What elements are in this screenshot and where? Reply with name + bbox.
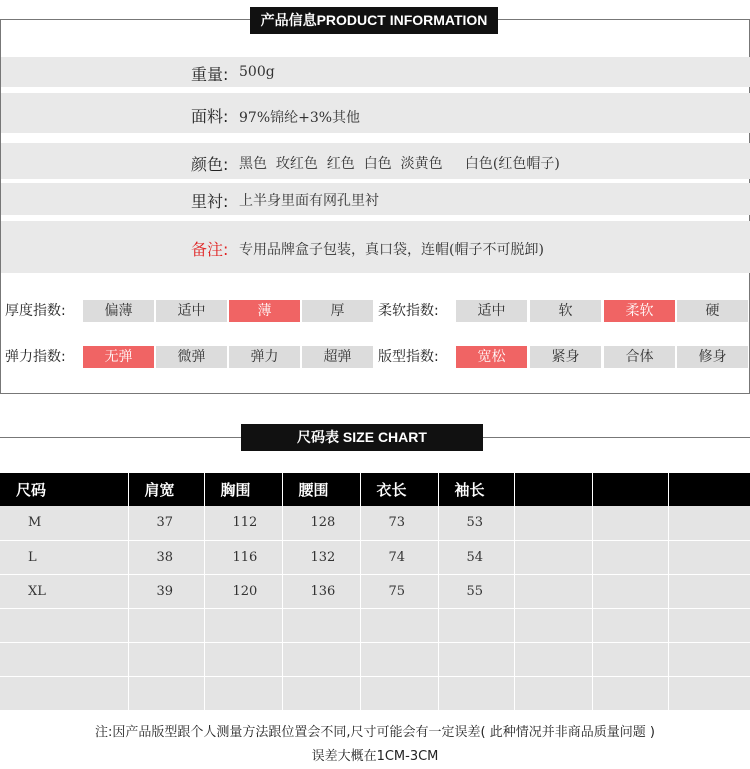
- remark-value: 专用品牌盒子包装，真口袋，连帽(帽子不可脱卸): [239, 242, 544, 258]
- table-row: [0, 608, 750, 642]
- color-label: 颜色:: [191, 155, 229, 174]
- table-cell: [438, 676, 514, 710]
- table-cell: [514, 608, 592, 642]
- header-cell: 衣长: [360, 473, 438, 506]
- size-chart-title: 尺码表 SIZE CHART: [241, 424, 483, 451]
- table-cell: [128, 642, 204, 676]
- table-cell: [0, 676, 128, 710]
- table-cell: 75: [360, 574, 438, 608]
- table-cell: [592, 540, 668, 574]
- table-cell: [514, 540, 592, 574]
- table-cell: [204, 676, 282, 710]
- table-cell: [592, 506, 668, 540]
- table-cell: 39: [128, 574, 204, 608]
- lining-value: 上半身里面有网孔里衬: [239, 193, 379, 209]
- table-cell: [282, 676, 360, 710]
- table-cell: [592, 676, 668, 710]
- thickness-option: 偏薄: [83, 300, 154, 322]
- table-cell: [0, 608, 128, 642]
- rating-row-thickness-softness: [1, 300, 750, 322]
- thickness-option-selected: 薄: [229, 300, 300, 322]
- thickness-label: 厚度指数:: [5, 303, 66, 319]
- info-row-color: [1, 143, 750, 179]
- header-cell: 腰围: [282, 473, 360, 506]
- softness-option: 适中: [456, 300, 527, 322]
- info-row-weight: [1, 57, 750, 87]
- size-table-header: [0, 473, 750, 506]
- table-cell: 112: [204, 506, 282, 540]
- thickness-option: 厚: [302, 300, 373, 322]
- size-note-error-range: 误差大概在1CM-3CM: [311, 749, 439, 764]
- elasticity-option: 微弹: [156, 346, 227, 368]
- table-row: [0, 574, 750, 608]
- table-cell: [360, 676, 438, 710]
- table-cell: [514, 506, 592, 540]
- weight-label: 重量:: [191, 65, 229, 84]
- table-cell: [592, 574, 668, 608]
- size-note: 注:因产品版型跟个人测量方法跟位置会不同,尺寸可能会有一定误差( 此种情况并非商品质量问题 ): [95, 725, 655, 740]
- table-cell: 53: [438, 506, 514, 540]
- table-cell: [514, 642, 592, 676]
- table-cell: 132: [282, 540, 360, 574]
- fit-option: 紧身: [530, 346, 601, 368]
- fit-option: 合体: [604, 346, 675, 368]
- table-cell: 37: [128, 506, 204, 540]
- table-cell: [0, 642, 128, 676]
- fit-label: 版型指数:: [378, 349, 439, 365]
- table-cell: [514, 676, 592, 710]
- table-row: [0, 540, 750, 574]
- table-cell: [668, 540, 750, 574]
- header-cell: [668, 473, 750, 506]
- table-cell: 74: [360, 540, 438, 574]
- header-cell: [514, 473, 592, 506]
- softness-label: 柔软指数:: [378, 303, 439, 319]
- elasticity-option-selected: 无弹: [83, 346, 154, 368]
- elasticity-option: 弹力: [229, 346, 300, 368]
- table-cell: 120: [204, 574, 282, 608]
- remark-label: 备注:: [191, 240, 229, 259]
- table-cell: [282, 608, 360, 642]
- header-cell: 袖长: [438, 473, 514, 506]
- table-row: [0, 642, 750, 676]
- table-cell: [668, 608, 750, 642]
- thickness-option: 适中: [156, 300, 227, 322]
- fit-option: 修身: [677, 346, 748, 368]
- table-cell: [668, 506, 750, 540]
- table-cell: L: [0, 540, 128, 574]
- table-cell: [668, 676, 750, 710]
- table-cell: [128, 676, 204, 710]
- rating-row-elasticity-fit: [1, 346, 750, 368]
- table-cell: [514, 574, 592, 608]
- softness-option: 硬: [677, 300, 748, 322]
- size-table: [0, 473, 750, 711]
- fabric-label: 面料:: [191, 107, 229, 126]
- header-cell: 尺码: [0, 473, 128, 506]
- table-cell: XL: [0, 574, 128, 608]
- info-row-remark: [1, 221, 750, 273]
- table-row: [0, 506, 750, 540]
- softness-option: 软: [530, 300, 601, 322]
- table-cell: [438, 608, 514, 642]
- header-cell: 胸围: [204, 473, 282, 506]
- table-cell: [360, 642, 438, 676]
- table-cell: 128: [282, 506, 360, 540]
- color-value: 黑色 玫红色 红色 白色 淡黄色 白色(红色帽子): [239, 156, 560, 172]
- table-cell: 73: [360, 506, 438, 540]
- table-cell: 38: [128, 540, 204, 574]
- elasticity-option: 超弹: [302, 346, 373, 368]
- fit-option-selected: 宽松: [456, 346, 527, 368]
- fabric-value: 97%锦纶+3%其他: [239, 110, 361, 126]
- table-cell: 116: [204, 540, 282, 574]
- header-cell: 肩宽: [128, 473, 204, 506]
- table-cell: M: [0, 506, 128, 540]
- header-cell: [592, 473, 668, 506]
- table-cell: [360, 608, 438, 642]
- table-cell: [592, 642, 668, 676]
- table-row: [0, 676, 750, 710]
- info-row-lining: [1, 183, 750, 215]
- product-info-title: 产品信息PRODUCT INFORMATION: [250, 7, 498, 34]
- size-chart-panel: [0, 429, 750, 709]
- table-cell: [204, 608, 282, 642]
- table-cell: 54: [438, 540, 514, 574]
- table-cell: [282, 642, 360, 676]
- table-cell: [128, 608, 204, 642]
- weight-value: 500g: [239, 64, 275, 80]
- table-cell: [204, 642, 282, 676]
- lining-label: 里衬:: [191, 192, 229, 211]
- table-cell: [668, 574, 750, 608]
- info-row-fabric: [1, 93, 750, 133]
- elasticity-label: 弹力指数:: [5, 349, 66, 365]
- table-cell: [668, 642, 750, 676]
- table-cell: 136: [282, 574, 360, 608]
- product-info-panel: [0, 19, 750, 394]
- table-cell: 55: [438, 574, 514, 608]
- table-cell: [438, 642, 514, 676]
- softness-option-selected: 柔软: [604, 300, 675, 322]
- table-cell: [592, 608, 668, 642]
